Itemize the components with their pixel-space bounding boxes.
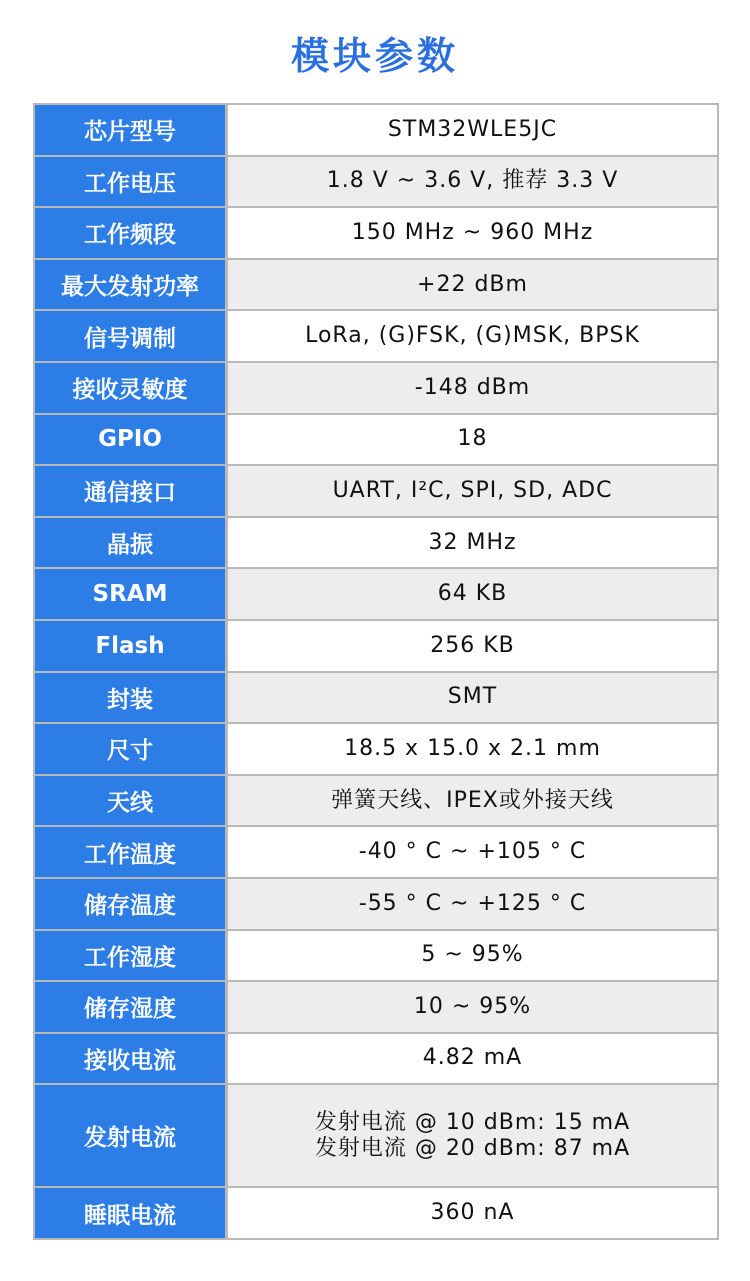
table-row	[35, 208, 717, 260]
row-label: 尺寸	[35, 724, 228, 774]
row-label: 工作湿度	[35, 931, 228, 981]
row-value-text: 10 ~ 95%	[413, 993, 532, 1019]
row-value-text-line2: 发射电流 @ 20 dBm: 87 mA	[314, 1135, 631, 1161]
row-value-text: -148 dBm	[414, 374, 531, 400]
row-label: 储存温度	[35, 879, 228, 929]
row-label: 睡眠电流	[35, 1188, 228, 1238]
row-value-text: 弹簧天线、IPEX或外接天线	[331, 787, 614, 813]
table-row	[35, 673, 717, 725]
row-value-text: +22 dBm	[417, 271, 528, 297]
row-value	[228, 931, 717, 981]
row-value-text: -55 ° C ~ +125 ° C	[358, 890, 587, 916]
row-label: 芯片型号	[35, 105, 228, 155]
table-row	[35, 1085, 717, 1188]
row-label: 储存湿度	[35, 982, 228, 1032]
row-label: 晶振	[35, 518, 228, 568]
row-value-text: STM32WLE5JC	[387, 116, 558, 142]
row-value	[228, 105, 717, 155]
row-label: GPIO	[35, 415, 228, 465]
table-row	[35, 621, 717, 673]
row-value-text: SMT	[447, 684, 498, 710]
row-value-text: UART, I²C, SPI, SD, ADC	[332, 477, 613, 503]
row-value	[228, 518, 717, 568]
table-row	[35, 776, 717, 828]
row-value-text: 32 MHz	[428, 529, 517, 555]
row-value-text: LoRa, (G)FSK, (G)MSK, BPSK	[305, 323, 640, 349]
row-value-text: 18.5 x 15.0 x 2.1 mm	[344, 735, 601, 761]
row-value-text: 5 ~ 95%	[421, 942, 524, 968]
row-label: 接收灵敏度	[35, 363, 228, 413]
table-row	[35, 466, 717, 518]
row-value	[228, 673, 717, 723]
table-row	[35, 518, 717, 570]
row-value	[228, 621, 717, 671]
row-value	[228, 776, 717, 826]
table-row	[35, 105, 717, 157]
table-row	[35, 879, 717, 931]
table-row	[35, 569, 717, 621]
row-label: 天线	[35, 776, 228, 826]
row-label: 接收电流	[35, 1034, 228, 1084]
row-value	[228, 466, 717, 516]
page-title: 模块参数	[290, 34, 459, 78]
row-label: 发射电流	[35, 1085, 228, 1186]
table-row	[35, 260, 717, 312]
row-value	[228, 157, 717, 207]
row-label: 工作温度	[35, 827, 228, 877]
row-value-text: 360 nA	[430, 1200, 515, 1226]
row-value	[228, 827, 717, 877]
row-value	[228, 363, 717, 413]
row-value	[228, 1085, 717, 1186]
table-row	[35, 363, 717, 415]
table-row	[35, 415, 717, 467]
row-value-text: 256 KB	[430, 632, 515, 658]
row-value-text: 4.82 mA	[422, 1045, 523, 1071]
row-value	[228, 208, 717, 258]
row-value	[228, 311, 717, 361]
table-row	[35, 982, 717, 1034]
table-row	[35, 311, 717, 363]
table-row	[35, 157, 717, 209]
row-value	[228, 879, 717, 929]
row-value-text: 64 KB	[437, 581, 508, 607]
spec-table	[33, 103, 719, 1240]
row-value	[228, 724, 717, 774]
row-label: SRAM	[35, 569, 228, 619]
row-value	[228, 569, 717, 619]
row-value-text: -40 ° C ~ +105 ° C	[358, 839, 587, 865]
table-row	[35, 724, 717, 776]
row-value	[228, 1188, 717, 1238]
row-value-text: 发射电流 @ 10 dBm: 15 mA	[314, 1109, 631, 1135]
row-label: 信号调制	[35, 311, 228, 361]
row-value	[228, 415, 717, 465]
row-label: Flash	[35, 621, 228, 671]
row-label: 工作频段	[35, 208, 228, 258]
table-row	[35, 827, 717, 879]
table-row	[35, 931, 717, 983]
row-value-text: 150 MHz ~ 960 MHz	[351, 219, 594, 245]
row-value-text: 18	[457, 426, 488, 452]
row-label: 最大发射功率	[35, 260, 228, 310]
row-label: 封装	[35, 673, 228, 723]
row-label: 工作电压	[35, 157, 228, 207]
table-row	[35, 1034, 717, 1086]
row-label: 通信接口	[35, 466, 228, 516]
row-value	[228, 1034, 717, 1084]
table-row	[35, 1188, 717, 1238]
row-value-text: 1.8 V ~ 3.6 V, 推荐 3.3 V	[326, 168, 619, 194]
row-value	[228, 982, 717, 1032]
row-value	[228, 260, 717, 310]
